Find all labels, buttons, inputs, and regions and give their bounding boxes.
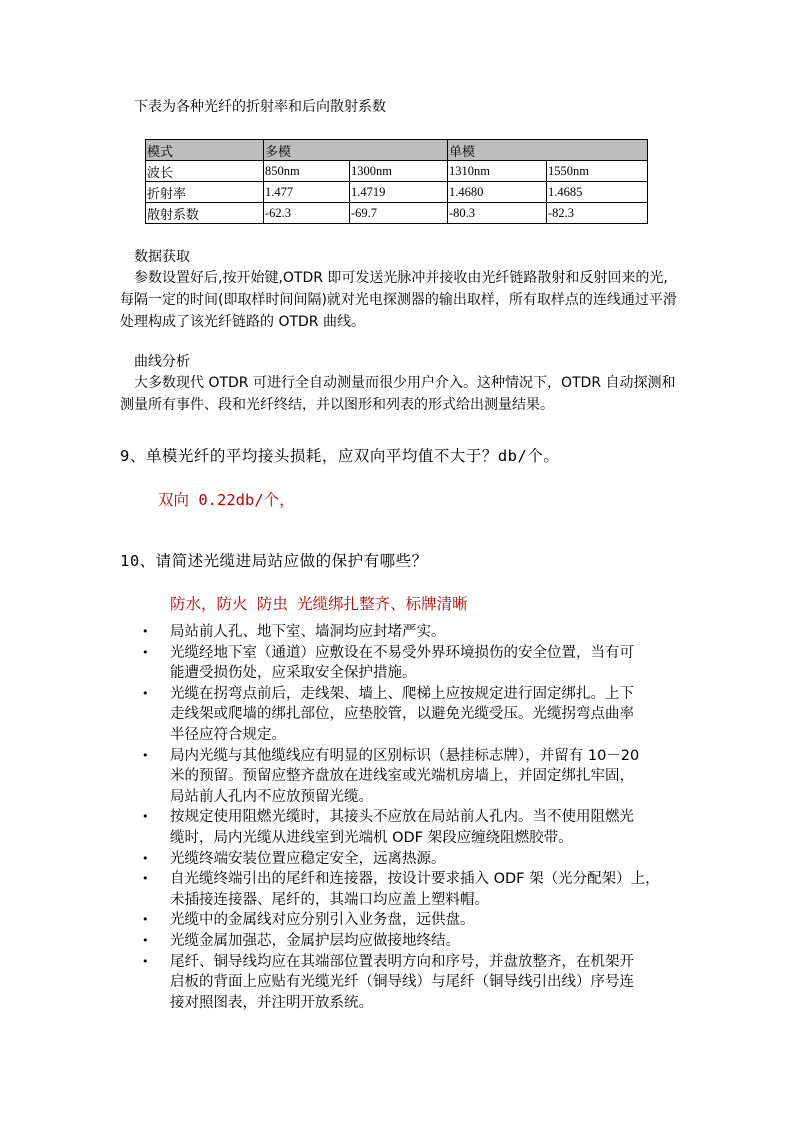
bullet-line: 半径应符合规定。 xyxy=(170,726,286,743)
bullet-line: 走线架或爬墙的绑扎部位，应垫胶管，以避免光缆受压。光缆拐弯点曲率 xyxy=(170,706,634,723)
bullet-item xyxy=(138,869,698,910)
table-cell: 1.4719 xyxy=(350,182,448,203)
bullet-line: 启板的背面上应贴有光缆光纤（铜导线）与尾纤（铜导线引出线）序号连 xyxy=(170,974,634,991)
table-header-row xyxy=(146,140,648,161)
bullet-dot-icon: • xyxy=(142,748,149,762)
bullet-line: 接对照图表，并注明开放系统。 xyxy=(170,994,373,1011)
bullet-item xyxy=(138,807,698,848)
bullet-line: 光缆在拐弯点前后，走线架、墙上、爬梯上应按规定进行固定绑扎。上下 xyxy=(170,685,634,702)
bullet-item xyxy=(138,684,698,746)
bullet-line: 未插接连接器、尾纤的，其端口均应盖上塑料帽。 xyxy=(170,891,489,908)
bullet-line: 缆时，局内光缆从进线室到光端机 ODF 架段应缠绕阻燃胶带。 xyxy=(170,829,573,846)
bullet-item xyxy=(138,622,698,643)
table-cell: -80.3 xyxy=(448,203,547,224)
answer-9: 双向 0.22db/个， xyxy=(158,491,295,509)
data-acq-line: 参数设置好后,按开始键,OTDR 即可发送光脉冲并接收由光纤链路散射和反射回来的光, xyxy=(134,270,668,286)
table-cell: 1310nm xyxy=(448,161,547,182)
header-multimode: 多模 xyxy=(264,140,448,161)
data-acq-heading: 数据获取 xyxy=(134,249,190,265)
bullet-line: 光缆经地下室（通道）应敷设在不易受外界环境损伤的安全位置，当有可 xyxy=(170,644,634,661)
bullet-line: 自光缆终端引出的尾纤和连接器，按设计要求插入 ODF 架（光分配架）上， xyxy=(170,871,660,888)
bullet-line: 按规定使用阻燃光缆时，其接头不应放在局站前人孔内。当不使用阻燃光 xyxy=(170,809,634,826)
bullet-line: 局内光缆与其他缆线应有明显的区别标识（悬挂标志牌），并留有 10－20 xyxy=(170,747,640,764)
bullet-item xyxy=(138,910,698,931)
bullet-dot-icon: • xyxy=(142,851,149,865)
bullet-dot-icon: • xyxy=(142,954,149,968)
question-10: 10、请简述光缆进局站应做的保护有哪些？ xyxy=(120,552,428,570)
table-row xyxy=(146,182,648,203)
table-cell: 1300nm xyxy=(350,161,448,182)
bullet-dot-icon: • xyxy=(142,625,149,638)
bullet-line: 光缆终端安装位置应稳定安全，远离热源。 xyxy=(170,850,446,867)
bullet-item xyxy=(138,931,698,952)
header-singlemode: 单模 xyxy=(448,140,648,161)
row-label: 波长 xyxy=(146,161,264,182)
table-cell: 1.4680 xyxy=(448,182,547,203)
bullet-line: 光缆中的金属线对应分别引入业务盘，远供盘。 xyxy=(170,912,475,929)
curve-line: 测量所有事件、段和光纤终结，并以图形和列表的形式给出测量结果。 xyxy=(120,397,554,413)
table-row xyxy=(146,203,648,224)
bullet-item xyxy=(138,952,698,1014)
data-acq-line: 处理构成了该光纤链路的 OTDR 曲线。 xyxy=(120,314,365,330)
data-acq-line: 每隔一定的时间(即取样时间间隔)就对光电探测器的输出取样，所有取样点的连线通过平滑 xyxy=(120,292,677,308)
question-9: 9、单模光纤的平均接头损耗，应双向平均值不大于？db/个。 xyxy=(120,447,560,465)
table-cell: -69.7 xyxy=(350,203,448,224)
bullet-dot-icon: • xyxy=(142,872,149,886)
table-cell: 1.4685 xyxy=(547,182,648,203)
curve-heading: 曲线分析 xyxy=(134,354,190,370)
table-cell: 1550nm xyxy=(547,161,648,182)
row-label: 折射率 xyxy=(146,182,264,203)
table-cell: -62.3 xyxy=(264,203,350,224)
protection-bullet-list xyxy=(138,622,698,1013)
bullet-line: 能遭受损伤处，应采取安全保护措施。 xyxy=(170,665,417,682)
bullet-dot-icon: • xyxy=(142,913,149,927)
bullet-line: 光缆金属加强芯，金属护层均应做接地终结。 xyxy=(170,932,460,949)
bullet-dot-icon: • xyxy=(142,810,149,824)
table-cell: 850nm xyxy=(264,161,350,182)
bullet-item xyxy=(138,746,698,808)
row-label: 散射系数 xyxy=(146,203,264,224)
bullet-line: 尾纤、铜导线均应在其端部位置表明方向和序号，并盘放整齐，在机架开 xyxy=(170,953,634,970)
table-row xyxy=(146,161,648,182)
table-cell: -82.3 xyxy=(547,203,648,224)
bullet-dot-icon: • xyxy=(142,933,149,947)
bullet-dot-icon: • xyxy=(142,686,149,700)
bullet-dot-icon: • xyxy=(142,645,149,659)
header-mode: 模式 xyxy=(146,140,264,161)
table-cell: 1.477 xyxy=(264,182,350,203)
bullet-item xyxy=(138,643,698,684)
bullet-line: 米的预留。预留应整齐盘放在进线室或光端机房墙上，并固定绑扎牢固， xyxy=(170,768,634,785)
bullet-item xyxy=(138,849,698,870)
bullet-line: 局站前人孔内不应放预留光缆。 xyxy=(170,788,373,805)
bullet-line: 局站前人孔、地下室、墙洞均应封堵严实。 xyxy=(170,624,446,640)
answer-10: 防水，防火 防虫 光缆绑扎整齐、标牌清晰 xyxy=(170,595,468,613)
table-intro: 下表为各种光纤的折射率和后向散射系数 xyxy=(134,99,386,115)
fiber-table xyxy=(145,139,648,224)
curve-line: 大多数现代 OTDR 可进行全自动测量而很少用户介入。这种情况下，OTDR 自动探测和 xyxy=(134,375,676,391)
